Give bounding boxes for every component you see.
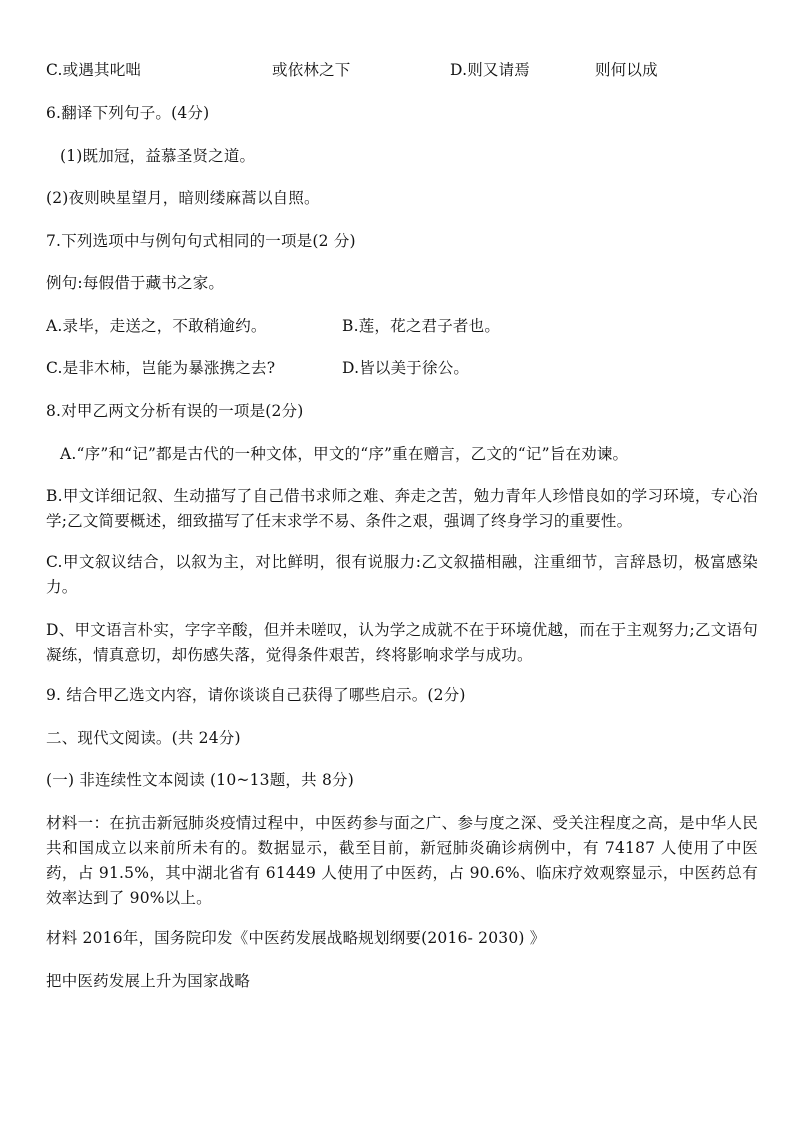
q6-sentence-2: (2)夜则映星望月，暗则缕麻蒿以自照。 (46, 189, 320, 207)
q8-option-d: D、甲文语言朴实，字字辛酸，但并未嗟叹，认为学之成就不在于环境优越，而在于主观努力;乙文语句凝练，情真意切，却伤感失落，觉得条件艰苦，终将影响求学与成功。 (46, 621, 758, 664)
q5-option-c: C.或遇其叱咄 (46, 61, 142, 79)
section-2-subsection-1: (一) 非连续性文本阅读 (10~13题，共 8分) (46, 771, 354, 789)
q5-option-c-pair: 或依林之下 (272, 61, 351, 79)
q7-stem: 7.下列选项中与例句句式相同的一项是(2 分) (46, 232, 356, 250)
q7-example: 例句:每假借于藏书之家。 (46, 274, 225, 292)
q8-option-c: C.甲文叙议结合，以叙为主，对比鲜明，很有说服力:乙文叙描相融，注重细节，言辞恳切，极富感染力。 (46, 553, 758, 596)
q5-option-d-pair: 则何以成 (595, 61, 658, 79)
q8-option-b: B.甲文详细记叙、生动描写了自己借书求师之难、奔走之苦，勉力青年人珍惜良如的学习环境，专心治学;乙文简要概述，细致描写了任末求学不易、条件之艰，强调了终身学习的重要性。 (46, 487, 758, 530)
q9-stem: 9. 结合甲乙选文内容，请你谈谈自己获得了哪些启示。(2分) (46, 686, 466, 704)
q8-stem: 8.对甲乙两文分析有误的一项是(2分) (46, 402, 304, 420)
q6-sentence-1: (1)既加冠，益慕圣贤之道。 (60, 147, 256, 165)
q8-option-a: A.“序”和“记”都是古代的一种文体，甲文的“序”重在赠言，乙文的“记”旨在劝谏。 (60, 445, 629, 463)
q7-option-c: C.是非木柿，岂能为暴涨携之去? (46, 359, 276, 377)
section-2-title: 二、现代文阅读。(共 24分) (46, 729, 241, 747)
material-2: 材料 2016年，国务院印发《中医药发展战略规划纲要(2016- 2030) 》 (46, 929, 546, 947)
material-2-continued: 把中医药发展上升为国家战略 (46, 972, 251, 990)
q5-option-d: D.则又请焉 (450, 61, 531, 79)
q6-stem: 6.翻译下列句子。(4分) (46, 104, 210, 122)
q7-option-b: B.莲，花之君子者也。 (342, 317, 501, 335)
q7-option-d: D.皆以美于徐公。 (342, 359, 470, 377)
material-1: 材料一：在抗击新冠肺炎疫情过程中，中医药参与面之广、参与度之深、受关注程度之高，是中华人民共和国成立以来前所未有的。数据显示，截至目前，新冠肺炎确诊病例中，有 74187 人使用了中医药，占 91.5%，其中湖北省有 61449 人使用了中医药，占 90.6%、临床疗效观察显示，中医药总有效率达到了 90%以上。 (46, 814, 758, 907)
q7-option-a: A.录毕，走送之，不敢稍逾约。 (46, 317, 267, 335)
